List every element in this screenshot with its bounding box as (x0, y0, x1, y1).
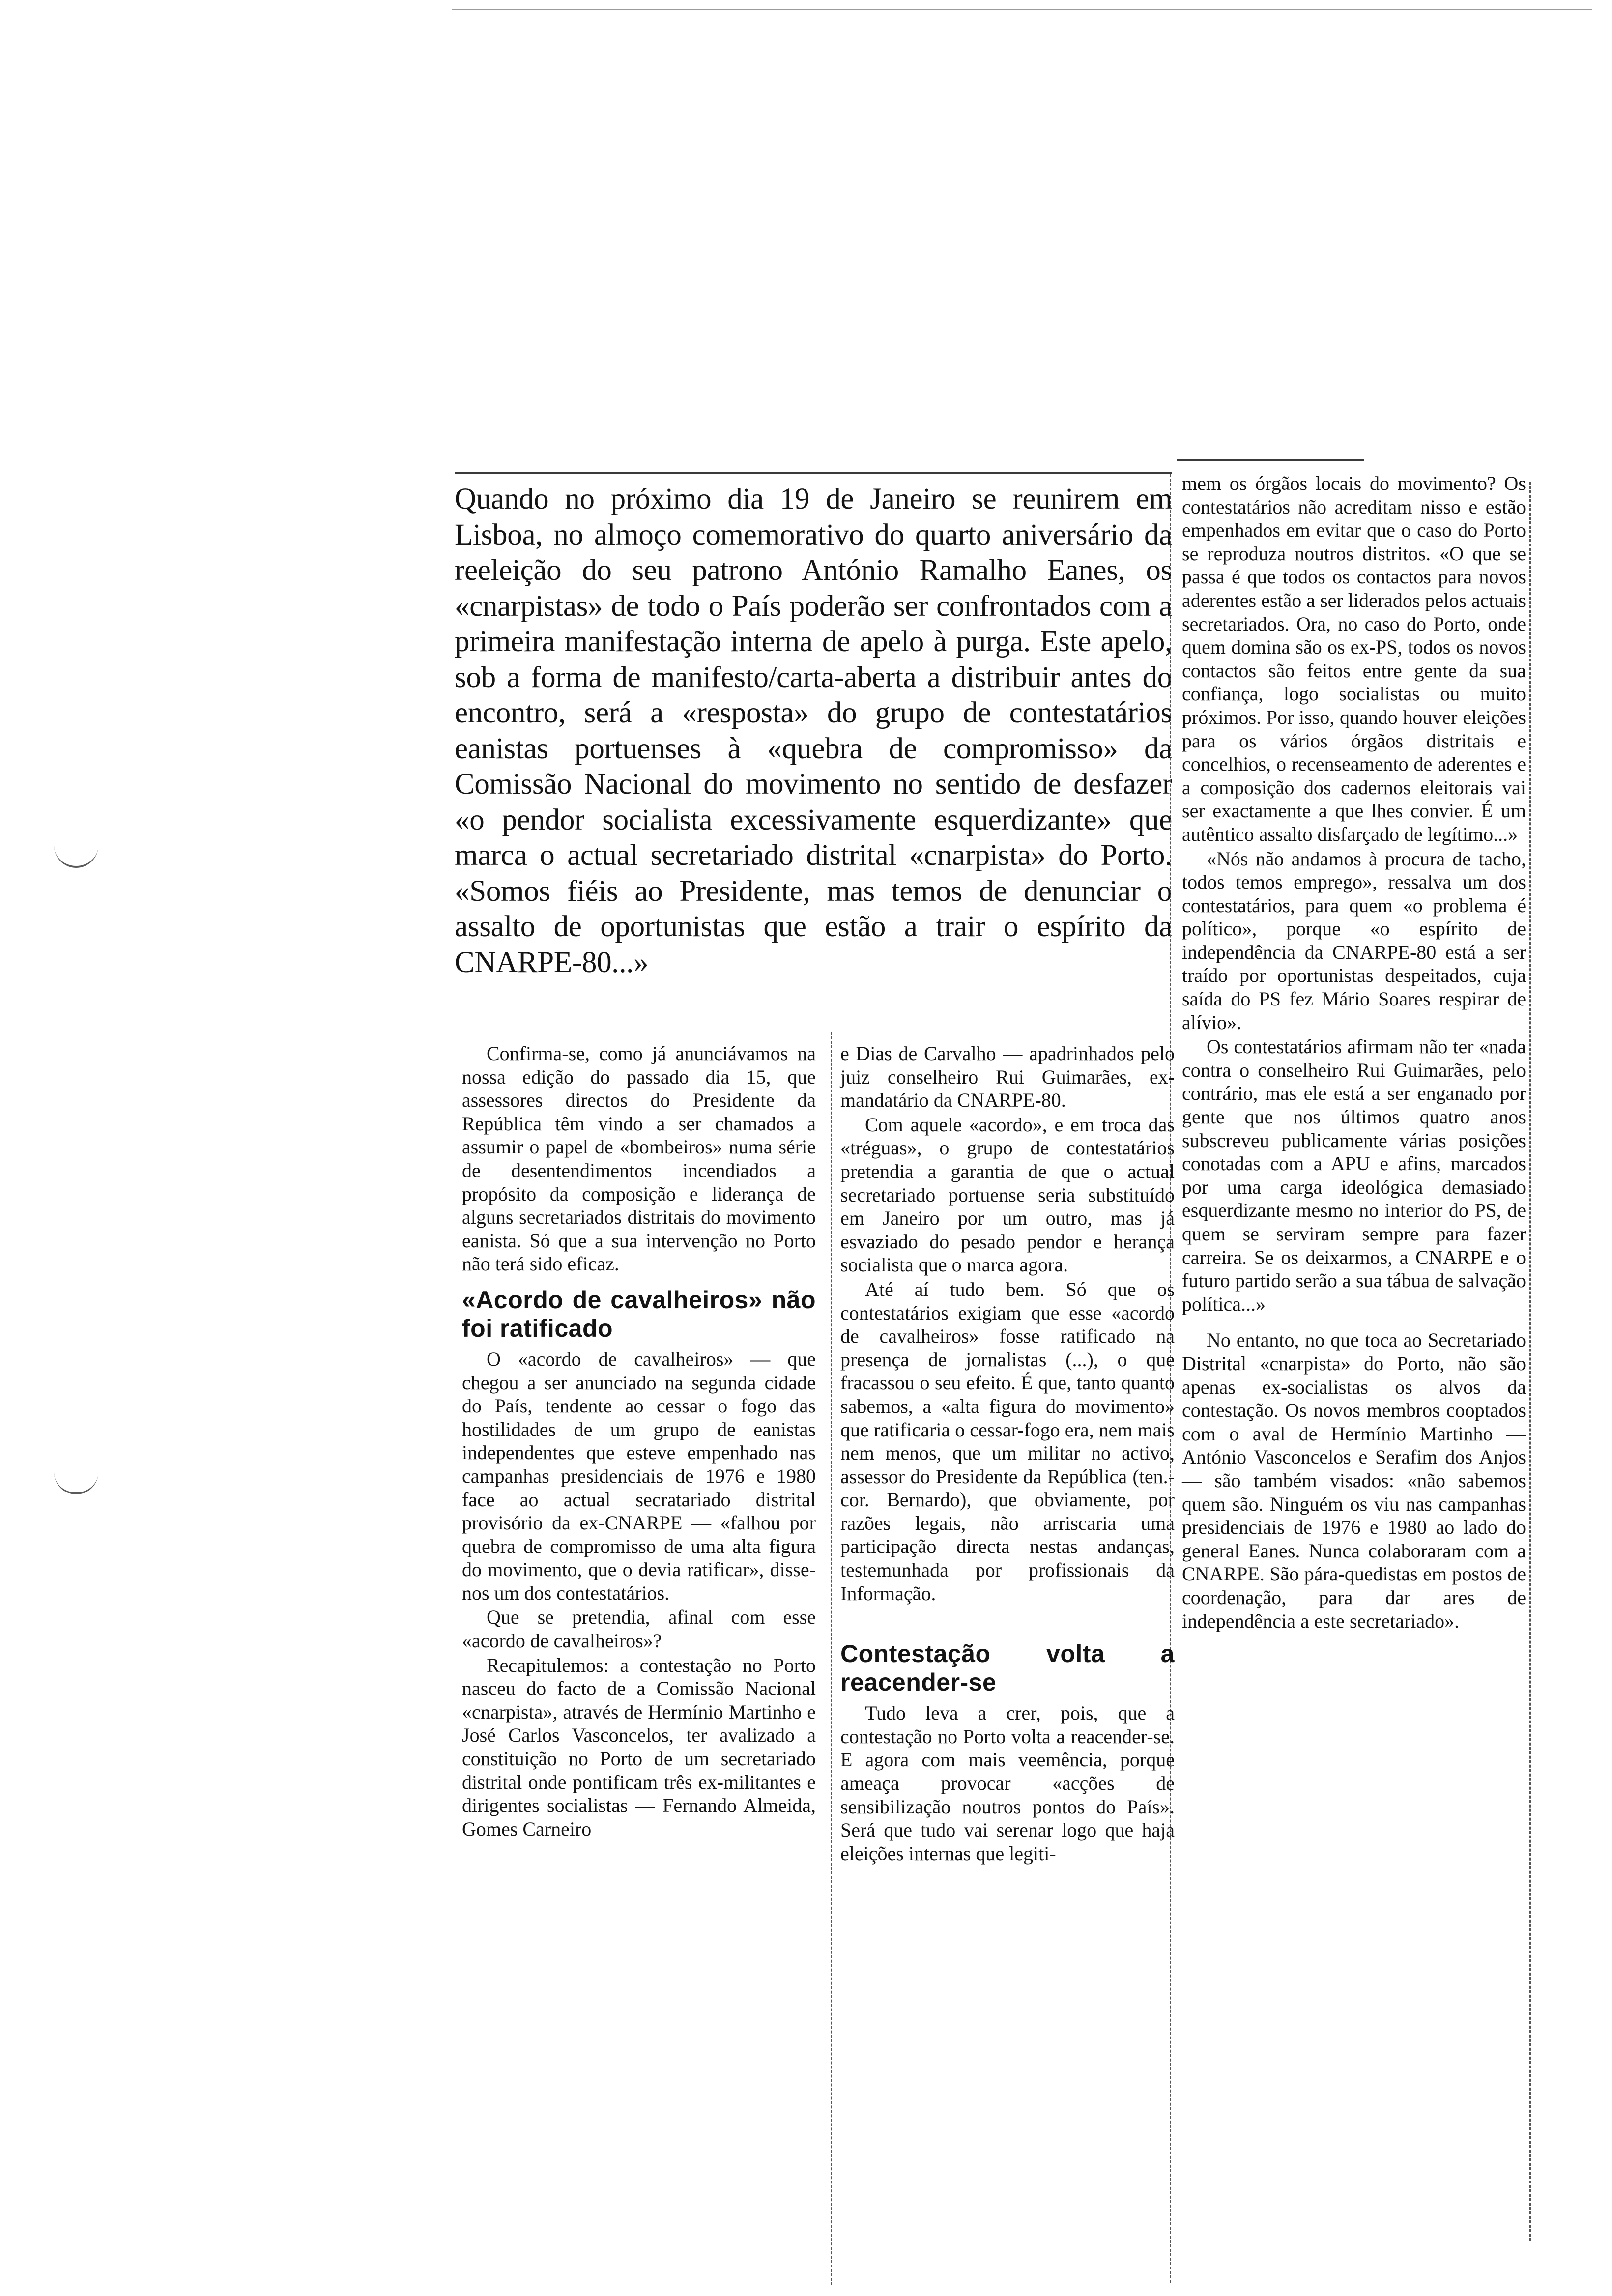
col2-paragraph-2: Com aquele «acordo», e em troca das «tréguas», o grupo de contestatários pretendia a garantia de que o actual secretariado portuense seria substituído em Janeiro por um outro, mas já esvaziado do pesado pendor e herança socialista que o marca agora. (840, 1113, 1175, 1276)
top-rule-col3 (1177, 459, 1364, 461)
article-lead-paragraph: Quando no próximo dia 19 de Janeiro se reunirem em Lisboa, no almoço comemorativo do quarto aniversário da reeleição do seu patrono António Ramalho Eanes, os «cnarpistas» de todo o País poderão ser confrontados com a primeira manifestação interna de apelo à purga. Este apelo, sob a forma de manifesto/carta-aberta a distribuir antes do encontro, será a «resposta» do grupo de contestatários eanistas portuenses à «quebra de compromisso» da Comissão Nacional do movimento no sentido de desfazer «o pendor socialista excessivamente esquerdizante» que marca o actual secretariado distrital «cnarpista» do Porto. «Somos fiéis ao Presidente, mas temos de denunciar o assalto de oportunistas que estão a trair o espírito da CNARPE-80...» (455, 483, 1172, 979)
article-column-2 (840, 1042, 1175, 1865)
top-rule-lead (455, 472, 1172, 474)
col3-paragraph-1: mem os órgãos locais do movimento? Os contestatários não acreditam nisso e estão empenhados em evitar que o caso do Porto se reproduza noutros distritos. «O que se passa é que todos os contactos para novos aderentes estão a ser liderados pelos actuais secretariados. Ora, no caso do Porto, onde quem domina são os ex-PS, todos os novos contactos são feitos entre gente da sua confiança, logo socialistas ou muito próximos. Por isso, quando houver eleições para os vários órgãos distritais e concelhios, o recenseamento de aderentes e a composição dos cadernos eleitorais vai ser exactamente a que lhes convier. É um autêntico assalto disfarçado de legítimo...» (1182, 472, 1526, 845)
column-divider-middle (831, 1032, 834, 2285)
col3-paragraph-2: «Nós não andamos à procura de tacho, todos temos emprego», ressalva um dos contestatários, para quem «o problema é político», porque «o espírito de independência da CNARPE-80 está a ser traído por oportunistas despeitados, cuja saída do PS fez Mário Soares respirar de alívio». (1182, 847, 1526, 1033)
col2-paragraph-4: Tudo leva a crer, pois, que a contestação no Porto volta a reacender-se. E agora com mais veemência, porque ameaça provocar «acções de sensibilização noutros pontos do País». Será que tudo vai serenar logo que haja eleições internas que legiti- (840, 1702, 1175, 1865)
col1-paragraph-2: O «acordo de cavalheiros» — que chegou a ser anunciado na segunda cidade do País, tendente ao cessar o fogo das hostilidades de um grupo de eanistas independentes que esteve empenhado nas campanhas presidenciais de 1976 e 1980 face ao actual secratariado distrital provisório da ex-CNARPE — «falhou por quebra de compromisso de uma alta figura do movimento, que o devia ratificar», disse-nos um dos contestatários. (462, 1348, 816, 1604)
col3-paragraph-4: No entanto, no que toca ao Secretariado Distrital «cnarpista» do Porto, não são apenas ex-socialistas os alvos da contestação. Os novos membros cooptados com o aval de Hermínio Martinho — António Vasconcelos e Serafim dos Anjos — são também visados: «não sabemos quem são. Ninguém os viu nas campanhas presidenciais de 1976 e 1980 ao lado do general Eanes. Nunca colaboraram com a CNARPE. São pára-quedistas em postos de coordenação, para dar ares de independência a este secretariado». (1182, 1329, 1526, 1632)
column-divider-outer (1529, 482, 1532, 2241)
article-column-1 (462, 1042, 816, 1840)
col2-paragraph-1: e Dias de Carvalho — apadrinhados pelo juiz conselheiro Rui Guimarães, ex-mandatário da CNARPE-80. (840, 1042, 1175, 1112)
col2-paragraph-3: Até aí tudo bem. Só que os contestatários exigiam que esse «acordo de cavalheiros» fosse ratificado na presença de jornalistas (...), o que fracassou o seu efeito. É que, tanto quanto sabemos, a «alta figura do movimento» que ratificaria o cessar-fogo era, nem mais nem menos, que um militar no activo, assessor do Presidente da República (ten.-cor. Bernardo), que obviamente, por razões legais, não arriscaria uma participação directa nestas andanças, testemunhada por profissionais da Informação. (840, 1278, 1175, 1605)
scan-hole-mark-upper (54, 845, 98, 868)
scan-top-edge (452, 9, 1592, 10)
col3-paragraph-3: Os contestatários afirmam não ter «nada contra o conselheiro Rui Guimarães, pelo contrário, mas ele está a ser enganado por gente que nos últimos quatro anos subscreveu publicamente várias posições conotadas com a APU e afins, marcados por uma carga ideológica demasiado esquerdizante mesmo no interior do PS, de quem se serviram sempre para fazer carreira. Se os deixarmos, a CNARPE e o futuro partido serão a sua tábua de salvação política...» (1182, 1035, 1526, 1315)
article-column-3 (1182, 472, 1526, 1633)
col1-paragraph-4: Recapitulemos: a contestação no Porto nasceu do facto de a Comissão Nacional «cnarpista», através de Hermínio Martinho e José Carlos Vasconcelos, ter avalizado a constituição no Porto de um secretariado distrital onde pontificam três ex-militantes e dirigentes socialistas — Fernando Almeida, Gomes Carneiro (462, 1654, 816, 1840)
col1-paragraph-3: Que se pretendia, afinal com esse «acordo de cavalheiros»? (462, 1606, 816, 1652)
col2-subheading: Contestação volta a reacender-se (840, 1640, 1175, 1696)
col1-subheading: «Acordo de cavalheiros» não foi ratificado (462, 1286, 816, 1342)
scan-hole-mark-lower (54, 1472, 98, 1494)
col1-paragraph-1: Confirma-se, como já anunciávamos na nossa edição do passado dia 15, que assessores directos do Presidente da República têm vindo a ser chamados a assumir o papel de «bombeiros» numa série de desentendimentos incendiados a propósito da composição e liderança de alguns secretariados distritais do movimento eanista. Só que a sua intervenção no Porto não terá sido eficaz. (462, 1042, 816, 1275)
